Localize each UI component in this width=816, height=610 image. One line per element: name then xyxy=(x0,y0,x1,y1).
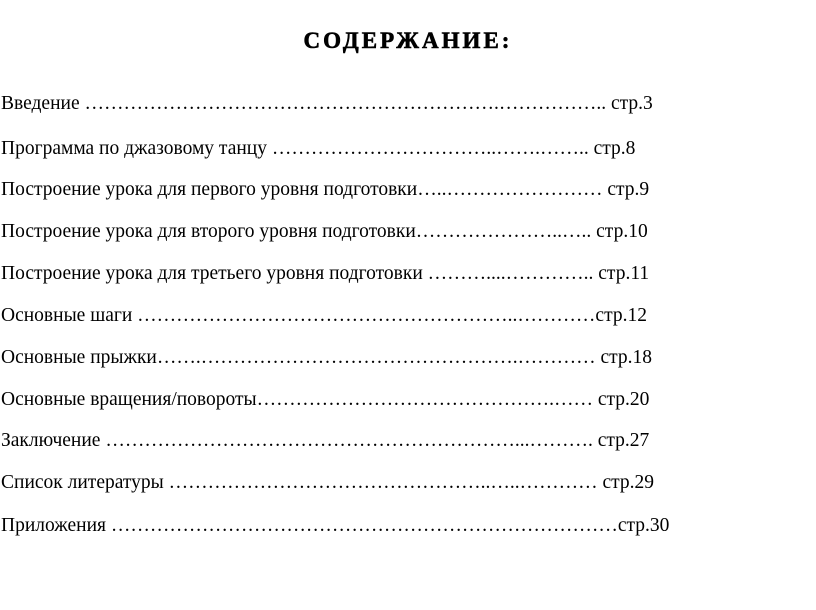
toc-entry-conclusion: Заключение ………………………………………………………...………. стр.27 xyxy=(1,430,650,451)
toc-entry-introduction: Введение ……………………………………………………….…………….. стр.3 xyxy=(1,93,653,114)
toc-entry-level-one-lesson: Построение урока для первого уровня подготовки…..…………………… стр.9 xyxy=(1,179,650,200)
toc-entry-basic-steps: Основные шаги …………………………………………………..…………стр.12 xyxy=(1,305,647,326)
toc-entry-level-three-lesson: Построение урока для третьего уровня подготовки ………....………….. стр.11 xyxy=(1,263,650,284)
page-title: СОДЕРЖАНИЕ: xyxy=(303,28,513,53)
toc-entry-basic-turns: Основные вращения/повороты……………………………………….…… стр.20 xyxy=(1,389,650,410)
toc-entry-basic-jumps: Основные прыжки…….………………………………………….………… стр.18 xyxy=(1,347,653,368)
toc-entry-appendices: Приложения ……………………………………………………………………стр.30 xyxy=(1,515,670,536)
toc-entry-level-two-lesson: Построение урока для второго уровня подготовки…………………..….. стр.10 xyxy=(1,221,648,242)
toc-entry-bibliography: Список литературы …………………………………………..…..………… стр.29 xyxy=(1,472,655,493)
toc-entry-jazz-program: Программа по джазовому танцу ……………………………..…….…….. стр.8 xyxy=(1,138,636,159)
